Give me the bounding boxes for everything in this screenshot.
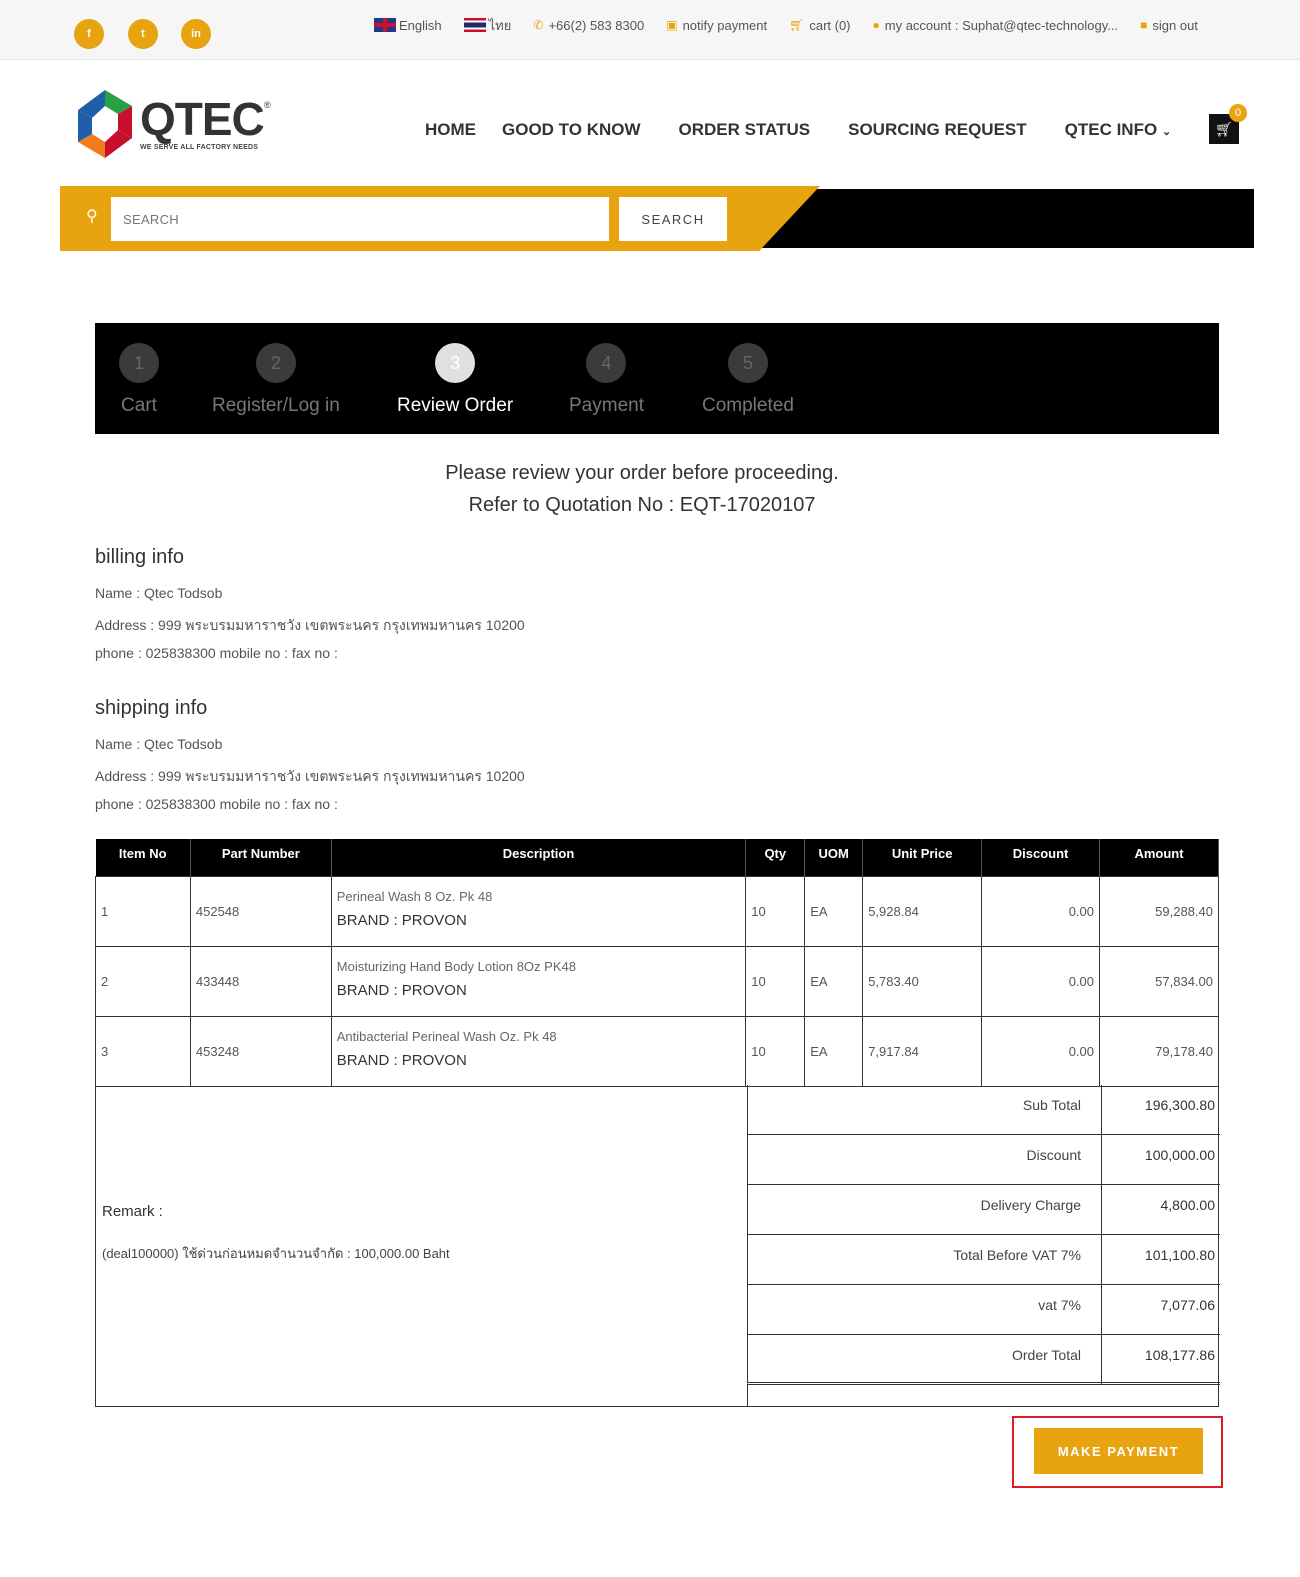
summary-label: Sub Total bbox=[1022, 1097, 1081, 1113]
logo-tagline: WE SERVE ALL FACTORY NEEDS bbox=[140, 144, 259, 151]
uom: EA bbox=[805, 876, 863, 946]
col-amount: Amount bbox=[1100, 839, 1219, 876]
uk-flag-icon bbox=[374, 18, 396, 32]
brand: BRAND : PROVON bbox=[336, 912, 467, 929]
table-row bbox=[96, 876, 1219, 946]
site-logo[interactable] bbox=[74, 90, 274, 160]
step-completed bbox=[702, 343, 794, 417]
description: Moisturizing Hand Body Lotion 8Oz PK48 bbox=[336, 959, 576, 974]
lang-english-label: English bbox=[399, 17, 442, 33]
part-number: 453248 bbox=[190, 1016, 331, 1086]
nav-good-to-know[interactable]: GOOD TO KNOW bbox=[502, 120, 641, 139]
part-number: 452548 bbox=[190, 876, 331, 946]
search-band-dark bbox=[760, 189, 1254, 248]
brand: BRAND : PROVON bbox=[336, 1052, 467, 1069]
uom: EA bbox=[805, 1016, 863, 1086]
make-payment-button[interactable]: MAKE PAYMENT bbox=[1034, 1428, 1203, 1474]
summary-row-discount bbox=[747, 1135, 1220, 1185]
chevron-down-icon: ⌄ bbox=[1161, 126, 1172, 138]
nav-order-status[interactable]: ORDER STATUS bbox=[678, 120, 811, 139]
phone-icon: ✆ bbox=[533, 18, 544, 32]
qty: 10 bbox=[746, 946, 805, 1016]
shipping-name: Name : Qtec Todsob bbox=[95, 736, 223, 752]
unit-price: 5,783.40 bbox=[863, 946, 982, 1016]
col-part-number: Part Number bbox=[190, 839, 331, 876]
col-qty: Qty bbox=[746, 839, 805, 876]
money-icon: ▣ bbox=[666, 18, 678, 32]
uom: EA bbox=[805, 946, 863, 1016]
col-unit-price: Unit Price bbox=[863, 839, 982, 876]
summary-divider bbox=[1101, 1335, 1102, 1385]
my-account-link[interactable] bbox=[873, 18, 1119, 33]
qty: 10 bbox=[746, 1016, 805, 1086]
discount: 0.00 bbox=[982, 946, 1100, 1016]
summary-label: Delivery Charge bbox=[980, 1197, 1081, 1213]
amount: 79,178.40 bbox=[1100, 1016, 1219, 1086]
sign-out-link[interactable] bbox=[1140, 18, 1198, 33]
nav-qtec-info-label: QTEC INFO bbox=[1064, 120, 1158, 139]
summary-row-subtotal bbox=[747, 1085, 1220, 1135]
logo-registered-mark: ® bbox=[264, 100, 271, 110]
step-register-login bbox=[212, 343, 340, 417]
search-button[interactable]: SEARCH bbox=[619, 197, 727, 241]
summary-divider bbox=[1101, 1285, 1102, 1335]
step-label: Cart bbox=[121, 395, 157, 416]
nav-sourcing-request[interactable]: SOURCING REQUEST bbox=[848, 120, 1027, 139]
my-account-label: my account : Suphat@qtec-technology... bbox=[884, 17, 1119, 33]
item-no: 2 bbox=[96, 946, 191, 1016]
user-icon: ● bbox=[872, 18, 880, 32]
checkout-steps bbox=[95, 323, 1219, 434]
cart-link[interactable] bbox=[789, 18, 850, 33]
summary-value: 4,800.00 bbox=[1160, 1197, 1215, 1213]
summary-value: 100,000.00 bbox=[1144, 1147, 1215, 1163]
discount: 0.00 bbox=[982, 876, 1100, 946]
table-header-row bbox=[96, 839, 1219, 876]
billing-name: Name : Qtec Todsob bbox=[95, 585, 223, 601]
step-cart bbox=[119, 343, 159, 417]
summary-row-before-vat bbox=[747, 1235, 1220, 1285]
quotation-reference: Refer to Quotation No : EQT-17020107 bbox=[468, 494, 816, 516]
summary-divider bbox=[1101, 1135, 1102, 1185]
item-no: 3 bbox=[96, 1016, 191, 1086]
notify-payment-label: notify payment bbox=[682, 17, 768, 33]
col-discount: Discount bbox=[982, 839, 1100, 876]
cart-count-badge: 0 bbox=[1229, 104, 1247, 122]
summary-value: 196,300.80 bbox=[1144, 1097, 1215, 1113]
cart-icon: 🛒︎ bbox=[789, 18, 805, 32]
summary-divider bbox=[1101, 1185, 1102, 1235]
shipping-title: shipping info bbox=[95, 697, 208, 719]
col-item-no: Item No bbox=[96, 839, 191, 876]
summary-divider bbox=[1101, 1235, 1102, 1285]
phone-info bbox=[533, 18, 644, 33]
unit-price: 7,917.84 bbox=[863, 1016, 982, 1086]
step-label: Completed bbox=[702, 395, 794, 416]
summary-row-order-total bbox=[747, 1335, 1220, 1385]
amount: 59,288.40 bbox=[1100, 876, 1219, 946]
col-uom: UOM bbox=[805, 839, 863, 876]
description: Antibacterial Perineal Wash Oz. Pk 48 bbox=[336, 1029, 557, 1044]
sign-out-label: sign out bbox=[1152, 17, 1198, 33]
summary-row-delivery bbox=[747, 1185, 1220, 1235]
summary-row-vat bbox=[747, 1285, 1220, 1335]
brand: BRAND : PROVON bbox=[336, 982, 467, 999]
discount: 0.00 bbox=[982, 1016, 1100, 1086]
facebook-icon[interactable]: f bbox=[74, 19, 104, 49]
search-input[interactable] bbox=[111, 197, 609, 241]
step-label: Register/Log in bbox=[212, 395, 340, 416]
step-label: Review Order bbox=[397, 395, 514, 416]
thai-flag-icon bbox=[464, 18, 486, 32]
summary-divider bbox=[1101, 1085, 1102, 1135]
summary-left-border bbox=[747, 1385, 748, 1407]
linkedin-icon[interactable]: in bbox=[181, 19, 211, 49]
billing-title: billing info bbox=[95, 546, 184, 568]
summary-label: Discount bbox=[1026, 1147, 1081, 1163]
amount: 57,834.00 bbox=[1100, 946, 1219, 1016]
step-label: Payment bbox=[569, 395, 644, 416]
billing-phone: phone : 025838300 mobile no : fax no : bbox=[95, 645, 338, 661]
part-number: 433448 bbox=[190, 946, 331, 1016]
step-number: 2 bbox=[256, 343, 296, 383]
step-number: 3 bbox=[435, 343, 475, 383]
shipping-address: Address : 999 พระบรมมหาราชวัง เขตพระนคร กรุงเทพมหานคร 10200 bbox=[95, 768, 525, 784]
shipping-phone: phone : 025838300 mobile no : fax no : bbox=[95, 796, 338, 812]
logo-mark-icon bbox=[74, 90, 136, 160]
description-cell bbox=[331, 946, 746, 1016]
top-bar bbox=[0, 0, 1300, 60]
remark-text: (deal100000) ใช้ด่วนก่อนหมดจำนวนจำกัด : 100,000.00 Baht bbox=[102, 1246, 450, 1261]
unlock-icon: ■ bbox=[1140, 18, 1148, 32]
step-number: 1 bbox=[119, 343, 159, 383]
order-summary bbox=[95, 1085, 1219, 1407]
unit-price: 5,928.84 bbox=[863, 876, 982, 946]
step-number: 5 bbox=[728, 343, 768, 383]
summary-label: Order Total bbox=[1012, 1347, 1081, 1363]
phone-number: +66(2) 583 8300 bbox=[548, 17, 645, 33]
nav-qtec-info[interactable] bbox=[1065, 120, 1172, 140]
description-cell bbox=[331, 876, 746, 946]
lang-thai-label: ไทย bbox=[488, 17, 512, 33]
top-links bbox=[374, 15, 1220, 35]
logo-text: QTEC bbox=[140, 93, 264, 145]
summary-label: vat 7% bbox=[1038, 1297, 1081, 1313]
summary-value: 108,177.86 bbox=[1144, 1347, 1215, 1363]
order-table bbox=[95, 839, 1219, 1087]
table-row bbox=[96, 946, 1219, 1016]
step-review-order bbox=[397, 343, 513, 417]
step-number: 4 bbox=[586, 343, 626, 383]
cart-icon: 🛒︎ bbox=[1215, 120, 1233, 137]
main-nav bbox=[425, 120, 1209, 140]
description: Perineal Wash 8 Oz. Pk 48 bbox=[336, 889, 493, 904]
search-icon: ⚲ bbox=[86, 208, 98, 225]
billing-address: Address : 999 พระบรมมหาราชวัง เขตพระนคร กรุงเทพมหานคร 10200 bbox=[95, 617, 525, 633]
col-description: Description bbox=[331, 839, 746, 876]
item-no: 1 bbox=[96, 876, 191, 946]
qty: 10 bbox=[746, 876, 805, 946]
review-message: Please review your order before proceeding. bbox=[445, 462, 839, 484]
summary-label: Total Before VAT 7% bbox=[953, 1247, 1081, 1263]
summary-value: 101,100.80 bbox=[1144, 1247, 1215, 1263]
remark-label: Remark : bbox=[102, 1203, 163, 1220]
step-payment bbox=[569, 343, 644, 417]
nav-home[interactable]: HOME bbox=[425, 120, 476, 139]
lang-thai-link[interactable] bbox=[464, 15, 512, 36]
table-row bbox=[96, 1016, 1219, 1086]
description-cell bbox=[331, 1016, 746, 1086]
summary-value: 7,077.06 bbox=[1160, 1297, 1215, 1313]
twitter-icon[interactable]: t bbox=[128, 19, 158, 49]
cart-label: cart (0) bbox=[809, 17, 851, 33]
notify-payment-link[interactable] bbox=[666, 18, 767, 33]
lang-english-link[interactable] bbox=[374, 18, 442, 33]
